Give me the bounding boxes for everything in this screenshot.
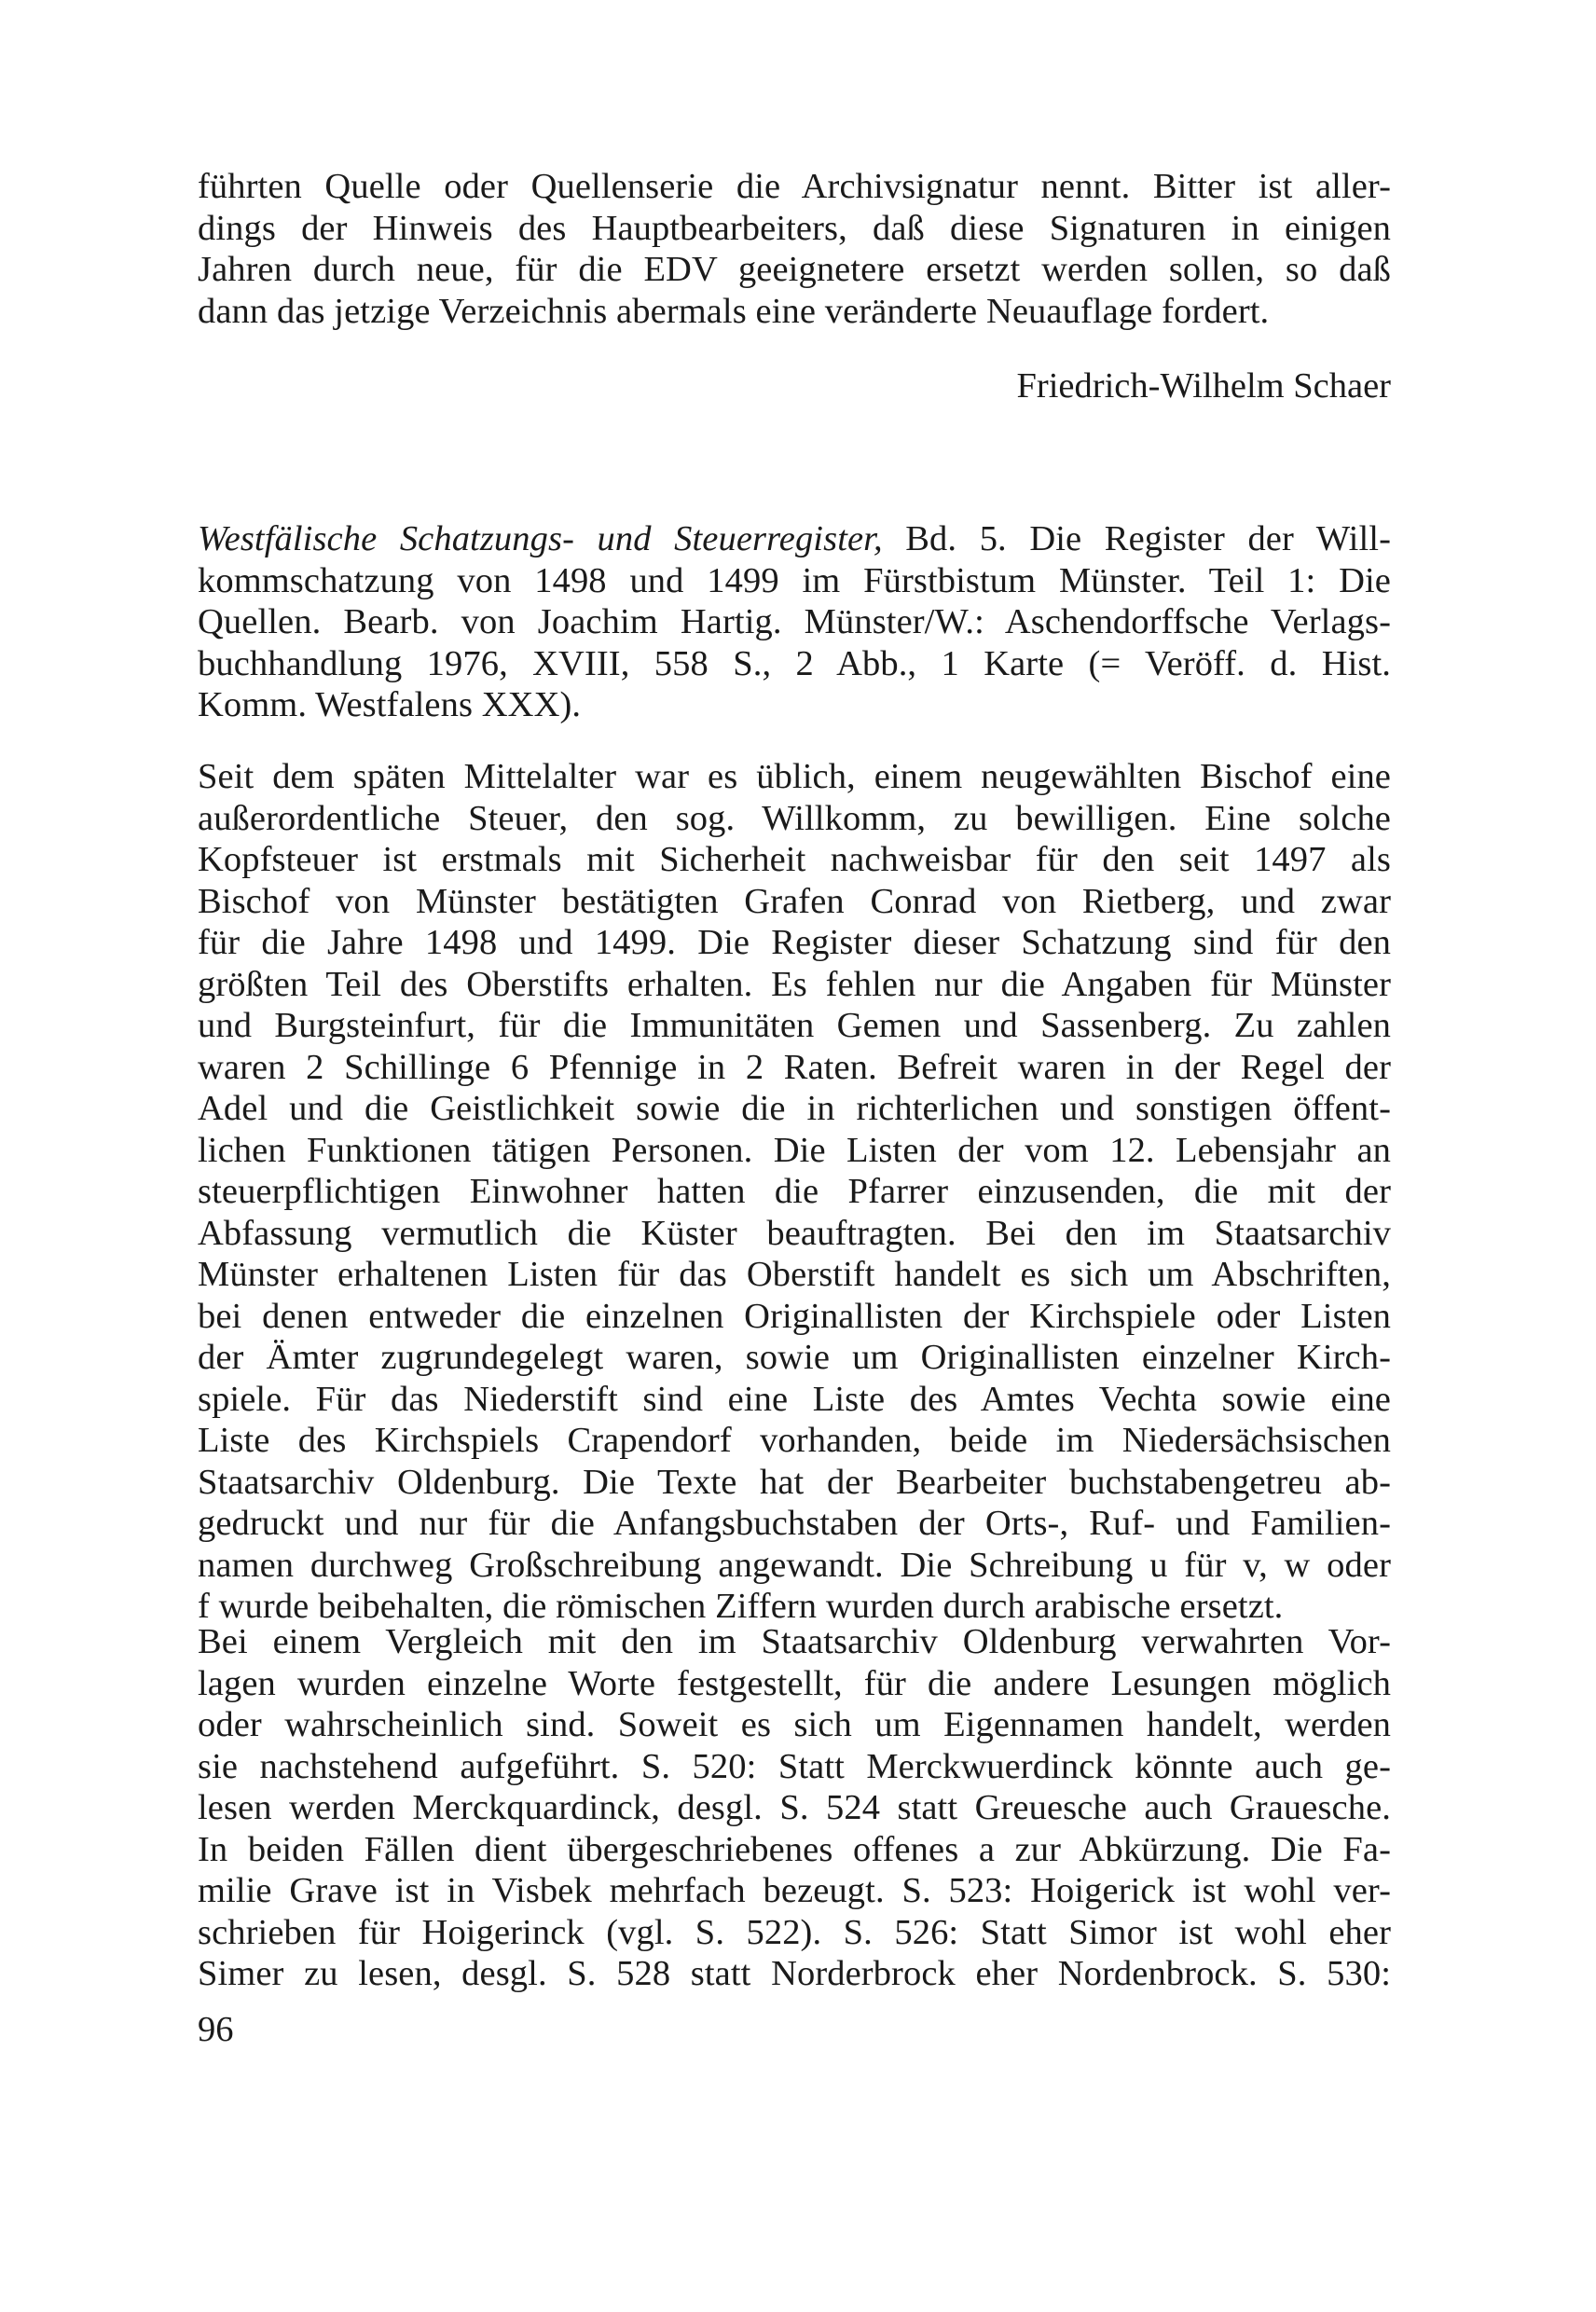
text-line: Münster erhaltenen Listen für das Oberstift handelt es sich um Abschriften, [198, 1255, 1391, 1294]
text-line: In beiden Fällen dient übergeschriebenes offenes a zur Abkürzung. Die Fa- [198, 1829, 1391, 1869]
review-signature: Friedrich-Wilhelm Schaer [1016, 366, 1391, 406]
body-paragraph-1 [198, 756, 1391, 1628]
text-line: größten Teil des Oberstifts erhalten. Es fehlen nur die Angaben für Münster [198, 964, 1391, 1004]
text-line: sie nachstehend aufgeführt. S. 520: Statt Merckwuerdinck könnte auch ge- [198, 1746, 1391, 1786]
citation-details: Bd. 5. Die Register der Will- [882, 519, 1391, 558]
text-line: außerordentliche Steuer, den sog. Willkomm, zu bewilligen. Eine solche [198, 798, 1391, 838]
text-line: und Burgsteinfurt, für die Immunitäten Gemen und Sassenberg. Zu zahlen [198, 1006, 1391, 1045]
text-line: waren 2 Schillinge 6 Pfennige in 2 Raten. Befreit waren in der Regel der [198, 1047, 1391, 1087]
text-line: Simer zu lesen, desgl. S. 528 statt Norderbrock eher Nordenbrock. S. 530: [198, 1954, 1391, 1993]
bibliographic-citation [198, 518, 1391, 726]
text-line: oder wahrscheinlich sind. Soweit es sich um Eigennamen handelt, werden [198, 1705, 1391, 1744]
text-line: schrieben für Hoigerinck (vgl. S. 522). S. 526: Statt Simor ist wohl eher [198, 1912, 1391, 1952]
text-line: für die Jahre 1498 und 1499. Die Register dieser Schatzung sind für den [198, 923, 1391, 962]
text-line: führten Quelle oder Quellenserie die Archivsignatur nennt. Bitter ist aller- [198, 167, 1391, 206]
text-line: lagen wurden einzelne Worte festgestellt, für die andere Lesungen möglich [198, 1663, 1391, 1703]
text-line: lichen Funktionen tätigen Personen. Die Listen der vom 12. Lebensjahr an [198, 1130, 1391, 1170]
text-line: Kopfsteuer ist erstmals mit Sicherheit nachweisbar für den seit 1497 als [198, 840, 1391, 879]
citation-line [198, 518, 1391, 560]
text-line: Seit dem späten Mittelalter war es üblich, einem neugewählten Bischof eine [198, 757, 1391, 796]
citation-line: buchhandlung 1976, XVIII, 558 S., 2 Abb., 1 Karte (= Veröff. d. Hist. [198, 643, 1391, 683]
text-line: dann das jetzige Verzeichnis abermals eine veränderte Neuauflage fordert. [198, 291, 1270, 331]
text-line: Bei einem Vergleich mit den im Staatsarchiv Oldenburg verwahrten Vor- [198, 1622, 1391, 1661]
page-number: 96 [198, 2010, 234, 2049]
text-line: Bischof von Münster bestätigten Grafen Conrad von Rietberg, und zwar [198, 881, 1391, 921]
text-line: namen durchweg Großschreibung angewandt. Die Schreibung u für v, w oder [198, 1545, 1391, 1585]
text-line: der Ämter zugrundegelegt waren, sowie um Originallisten einzelner Kirch- [198, 1338, 1391, 1377]
citation-line: Quellen. Bearb. von Joachim Hartig. Münster/W.: Aschendorffsche Verlags- [198, 602, 1391, 641]
text-line: steuerpflichtigen Einwohner hatten die Pfarrer einzusenden, die mit der [198, 1172, 1391, 1211]
text-line: Jahren durch neue, für die EDV geeignetere ersetzt werden sollen, so daß [198, 250, 1391, 289]
text-line: Staatsarchiv Oldenburg. Die Texte hat der Bearbeiter buchstabengetreu ab- [198, 1462, 1391, 1502]
text-line: lesen werden Merckquardinck, desgl. S. 524 statt Greuesche auch Grauesche. [198, 1788, 1391, 1827]
citation-line: kommschatzung von 1498 und 1499 im Fürstbistum Münster. Teil 1: Die [198, 560, 1391, 600]
intro-paragraph [198, 166, 1391, 332]
text-line: spiele. Für das Niederstift sind eine Liste des Amtes Vechta sowie eine [198, 1379, 1391, 1419]
text-line: Adel und die Geistlichkeit sowie die in richterlichen und sonstigen öffent- [198, 1089, 1391, 1128]
text-line: Abfassung vermutlich die Küster beauftragten. Bei den im Staatsarchiv [198, 1213, 1391, 1253]
text-line: dings der Hinweis des Hauptbearbeiters, daß diese Signaturen in einigen [198, 208, 1391, 248]
text-line: Liste des Kirchspiels Crapendorf vorhanden, beide im Niedersächsischen [198, 1421, 1391, 1460]
text-line: bei denen entweder die einzelnen Originallisten der Kirchspiele oder Listen [198, 1296, 1391, 1336]
text-line: gedruckt und nur für die Anfangsbuchstaben der Orts-, Ruf- und Familien- [198, 1504, 1391, 1543]
body-paragraph-2 [198, 1621, 1391, 1995]
citation-line: Komm. Westfalens XXX). [198, 685, 582, 724]
text-line: f wurde beibehalten, die römischen Ziffern wurden durch arabische ersetzt. [198, 1587, 1284, 1626]
citation-title: Westfälische Schatzungs- und Steuerregister, [198, 519, 883, 558]
text-line: milie Grave ist in Visbek mehrfach bezeugt. S. 523: Hoigerick ist wohl ver- [198, 1871, 1391, 1910]
